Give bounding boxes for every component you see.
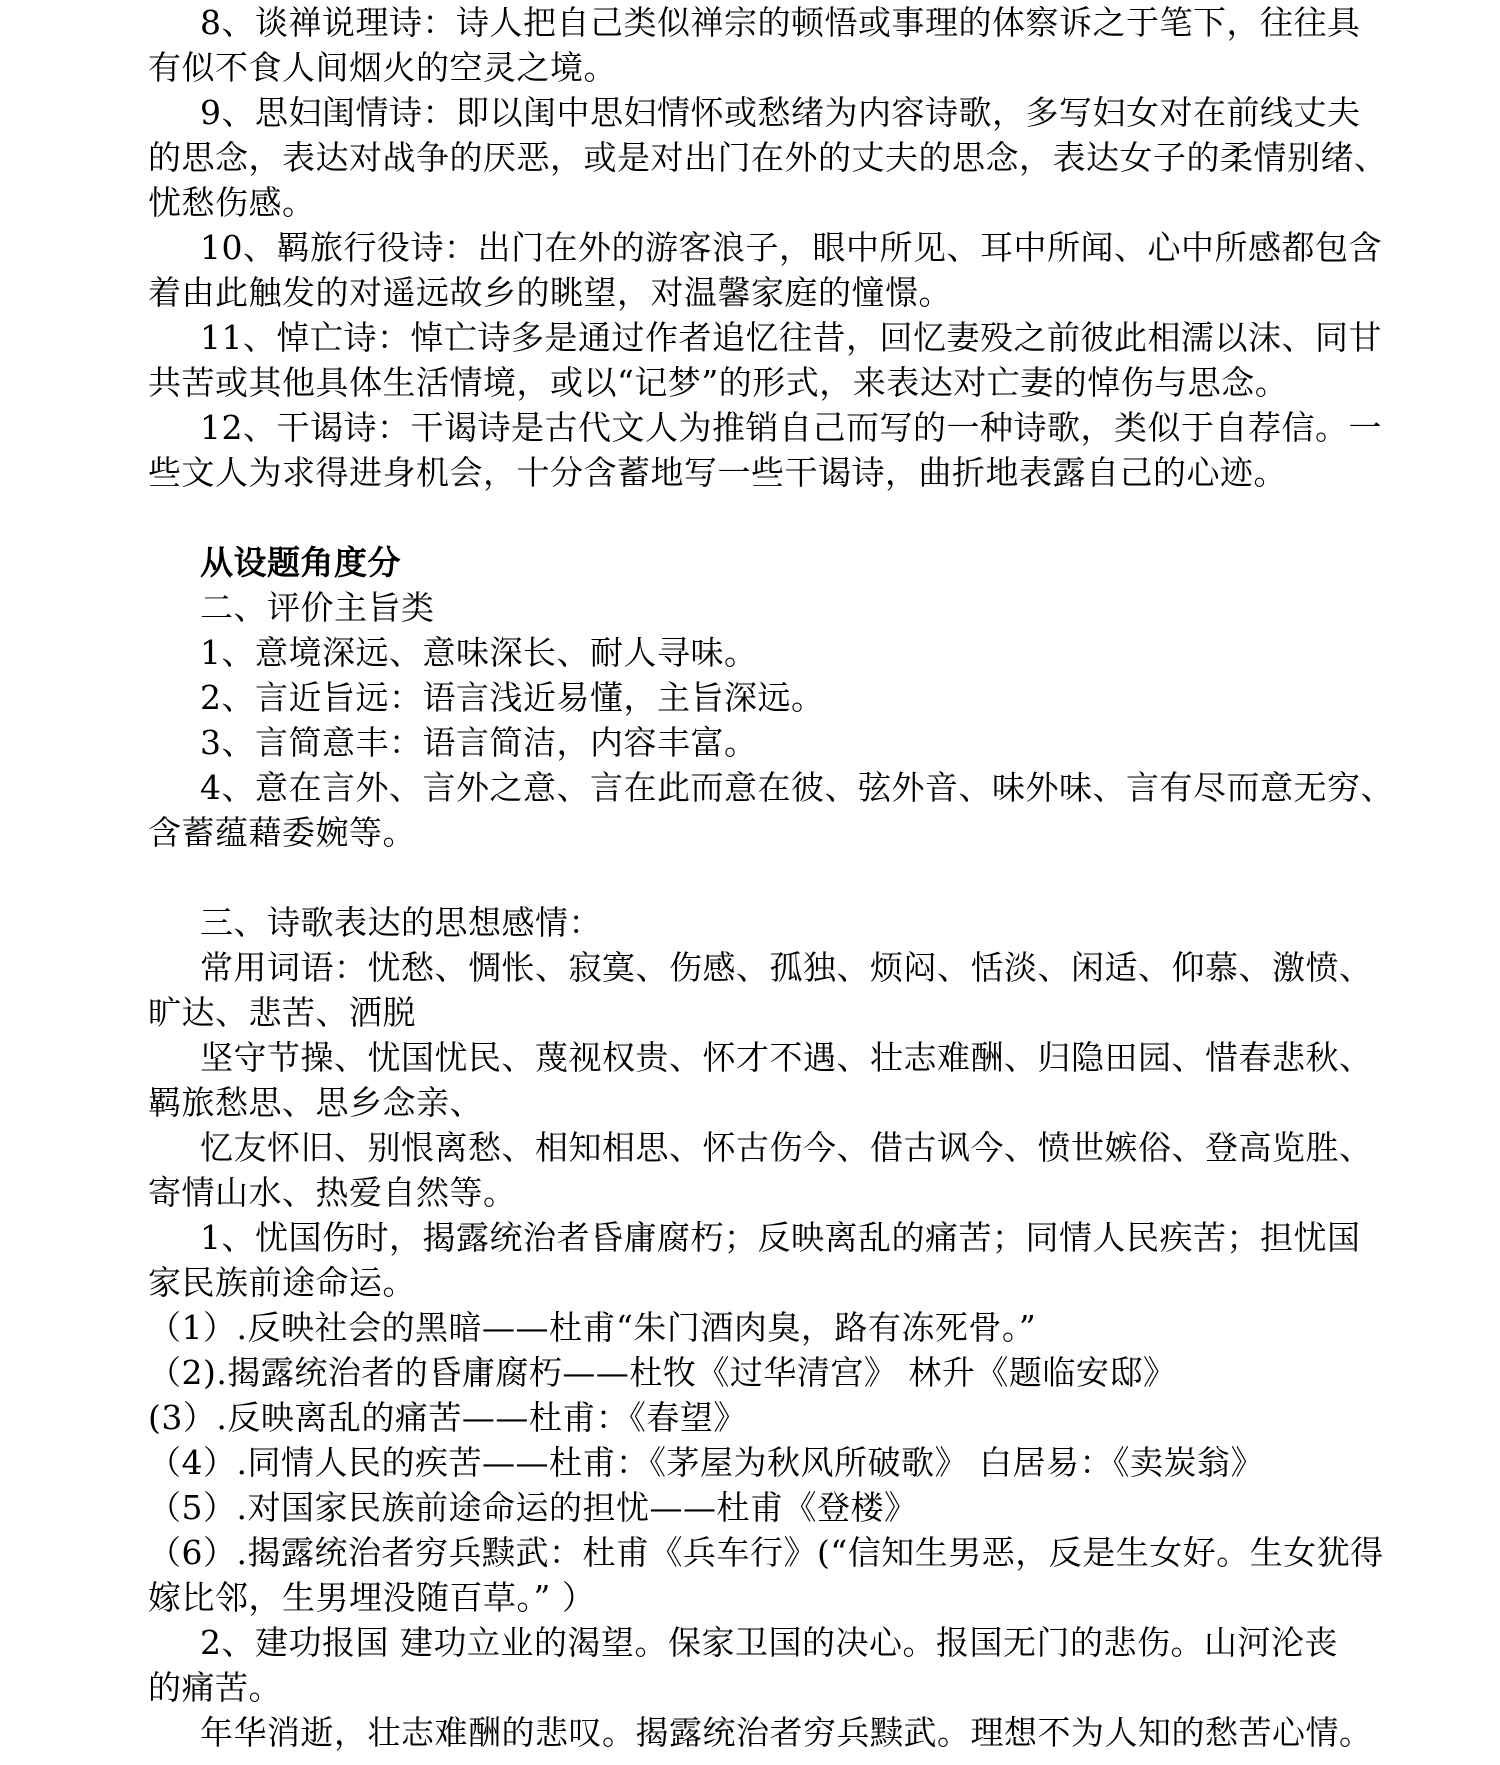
- text-line: （6）.揭露统治者穷兵黩武：杜甫《兵车行》(“信知生男恶，反是生女好。生女犹得: [148, 1533, 1384, 1572]
- text-line: 的思念，表达对战争的厌恶，或是对出门在外的丈夫的思念，表达女子的柔情别绪、: [148, 138, 1388, 177]
- section-heading: [148, 540, 1410, 585]
- text-line: 寄情山水、热爱自然等。: [148, 1173, 517, 1212]
- text-line: 二、评价主旨类: [200, 588, 435, 627]
- text-line: （1）.反映社会的黑暗——杜甫“朱门酒肉臭，路有冻死骨。”: [148, 1308, 1037, 1347]
- text-line: (3）.反映离乱的痛苦——杜甫：《春望》: [148, 1398, 747, 1437]
- text-line: 1、忧国伤时，揭露统治者昏庸腐朽；反映离乱的痛苦；同情人民疾苦；担忧国: [200, 1218, 1361, 1257]
- paragraph: [148, 1440, 1410, 1485]
- paragraph: [148, 1305, 1410, 1350]
- paragraph-gap: [148, 495, 1410, 540]
- paragraph: [148, 945, 1410, 1035]
- text-line: 三、诗歌表达的思想感情：: [200, 903, 602, 942]
- text-line: 2、言近旨远：语言浅近易懂，主旨深远。: [200, 678, 825, 717]
- text-line: 坚守节操、忧国忧民、蔑视权贵、怀才不遇、壮志难酬、归隐田园、惜春悲秋、: [200, 1038, 1373, 1077]
- paragraph: [148, 765, 1410, 855]
- text-line: 羁旅愁思、思乡念亲、: [148, 1083, 483, 1122]
- text-line: 10、羁旅行役诗：出门在外的游客浪子，眼中所见、耳中所闻、心中所感都包含: [200, 228, 1382, 267]
- document-page: [148, 0, 1410, 1755]
- text-line: （5）.对国家民族前途命运的担忧——杜甫《登楼》: [148, 1488, 918, 1527]
- paragraph: [148, 720, 1410, 765]
- paragraph: [148, 1215, 1410, 1305]
- paragraph: [148, 1350, 1410, 1395]
- paragraph: [148, 1710, 1410, 1755]
- text-line: （2).揭露统治者的昏庸腐朽——杜牧《过华清宫》 林升《题临安邸》: [148, 1353, 1177, 1392]
- text-line: 着由此触发的对遥远故乡的眺望，对温馨家庭的憧憬。: [148, 273, 952, 312]
- text-line: 年华消逝，壮志难酬的悲叹。揭露统治者穷兵黩武。理想不为人知的愁苦心情。: [200, 1713, 1373, 1752]
- text-line: 共苦或其他具体生活情境，或以“记梦”的形式，来表达对亡妻的悼伤与思念。: [148, 363, 1289, 402]
- paragraph: [148, 405, 1410, 495]
- text-line: 含蓄蕴藉委婉等。: [148, 813, 416, 852]
- paragraph: [148, 675, 1410, 720]
- text-line: 的痛苦。: [148, 1668, 282, 1707]
- paragraph: [148, 1485, 1410, 1530]
- text-line: 2、建功报国 建功立业的渴望。保家卫国的决心。报国无门的悲伤。山河沦丧: [200, 1623, 1338, 1662]
- text-line: 11、悼亡诗：悼亡诗多是通过作者追忆往昔，回忆妻殁之前彼此相濡以沫、同甘: [200, 318, 1382, 357]
- paragraph: [148, 585, 1410, 630]
- text-line: 从设题角度分: [200, 543, 401, 582]
- paragraph: [148, 900, 1410, 945]
- paragraph-gap: [148, 855, 1410, 900]
- text-line: 旷达、悲苦、洒脱: [148, 993, 416, 1032]
- text-line: 9、思妇闺情诗：即以闺中思妇情怀或愁绪为内容诗歌，多写妇女对在前线丈夫: [200, 93, 1361, 132]
- text-line: 常用词语：忧愁、惆怅、寂寞、伤感、孤独、烦闷、恬淡、闲适、仰慕、激愤、: [200, 948, 1373, 987]
- text-line: 家民族前途命运。: [148, 1263, 416, 1302]
- text-line: 12、干谒诗：干谒诗是古代文人为推销自己而写的一种诗歌，类似于自荐信。一: [200, 408, 1382, 447]
- text-line: 4、意在言外、言外之意、言在此而意在彼、弦外音、味外味、言有尽而意无穷、: [200, 768, 1394, 807]
- paragraph: [148, 1395, 1410, 1440]
- text-line: 有似不食人间烟火的空灵之境。: [148, 48, 617, 87]
- text-line: 8、谈禅说理诗：诗人把自己类似禅宗的顿悟或事理的体察诉之于笔下，往往具: [200, 3, 1361, 42]
- paragraph: [148, 1620, 1410, 1710]
- paragraph: [148, 90, 1410, 225]
- paragraph: [148, 630, 1410, 675]
- text-line: （4）.同情人民的疾苦——杜甫：《茅屋为秋风所破歌》 白居易：《卖炭翁》: [148, 1443, 1264, 1482]
- text-line: 忆友怀旧、别恨离愁、相知相思、怀古伤今、借古讽今、愤世嫉俗、登高览胜、: [200, 1128, 1373, 1167]
- paragraph: [148, 1530, 1410, 1620]
- paragraph: [148, 1035, 1410, 1125]
- paragraph: [148, 0, 1410, 90]
- text-line: 忧愁伤感。: [148, 183, 316, 222]
- text-line: 些文人为求得进身机会，十分含蓄地写一些干谒诗，曲折地表露自己的心迹。: [148, 453, 1287, 492]
- paragraph: [148, 225, 1410, 315]
- text-line: 1、意境深远、意味深长、耐人寻味。: [200, 633, 758, 672]
- paragraph: [148, 1125, 1410, 1215]
- text-line: 嫁比邻，生男埋没随百草。” ）: [148, 1578, 596, 1617]
- paragraph: [148, 315, 1410, 405]
- text-line: 3、言简意丰：语言简洁，内容丰富。: [200, 723, 758, 762]
